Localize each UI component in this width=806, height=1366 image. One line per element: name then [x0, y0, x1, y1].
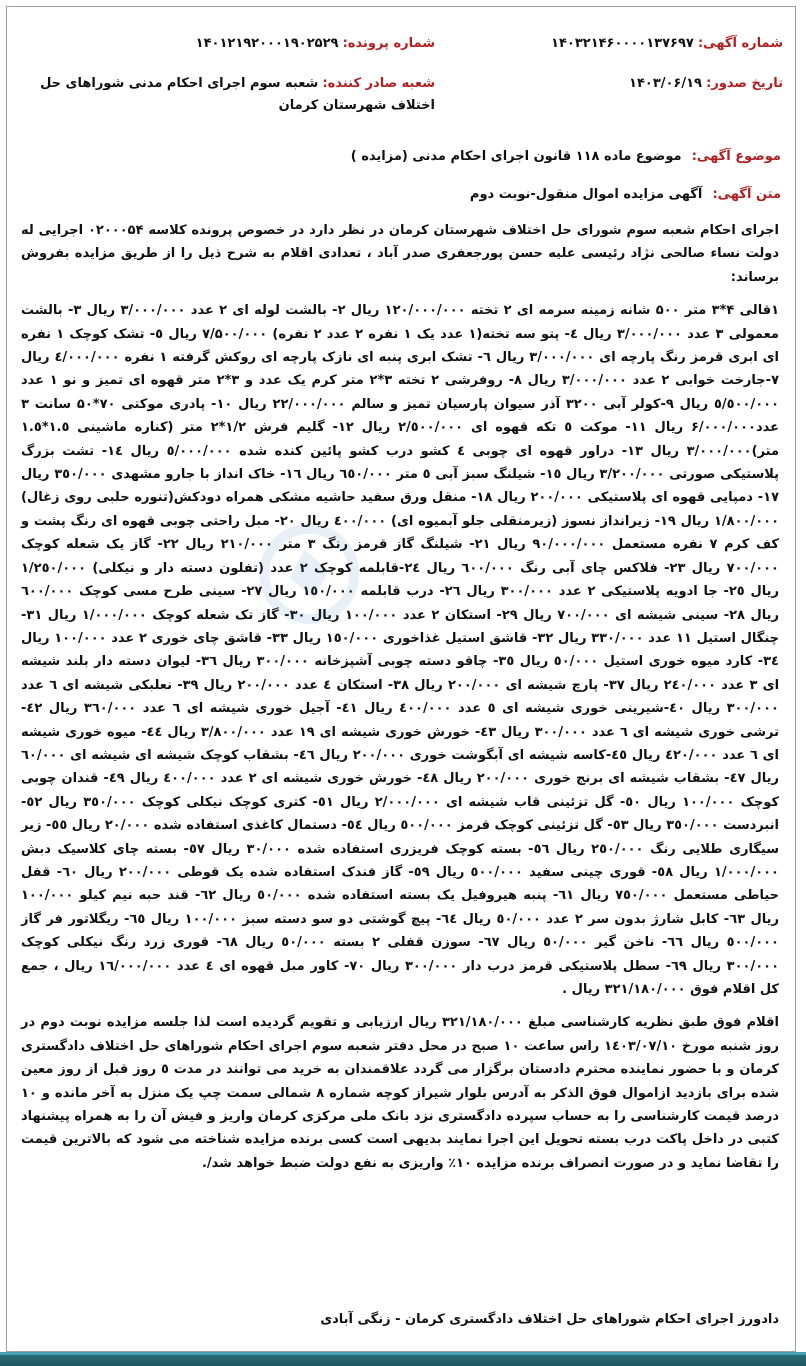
file-number-label: شماره پرونده: [342, 36, 435, 51]
file-number-value: ۱۴۰۱۲۱۹۲۰۰۰۱۹۰۲۵۲۹ [195, 36, 339, 51]
issuing-branch-value: شعبه سوم اجرای احکام مدنی شوراهای حل اختلاف شهرستان کرمان [40, 76, 435, 113]
issue-date [629, 73, 783, 95]
notice-subject-label: موضوع آگهی: [691, 149, 781, 164]
body-closing: اقلام فوق طبق نظریه کارشناسی مبلغ ۳۲۱/۱۸۰/۰۰۰ ریال ارزیابی و تقویم گردیده است لذا جلسه مزایده نوبت دوم در روز شنبه مورخ ۱٤۰۳/۰۷/۱۰ راس ساعت ۱۰ صبح در محل دفتر شعبه سوم اجرای احکام شوراهای حل اختلاف دادگستری کرمان و با حضور نماینده محترم دادستان برگزار می گردد علاقمندان به خرید می توانند در مدت ٥ روز قبل از روز معین شده برای بازدید ازاموال فوق الذکر به آدرس بلوار شیراز کوچه شماره ۸ شمالی سمت چپ یک منزل به آخر مانده و ۱۰ درصد قیمت کارشناسی را به حساب سپرده دادگستری نزد بانک ملی مرکزی کرمان واریز و فیش آن را به همراه پیشنهاد کتبی در داخل پاکت درب بسته تحویل این اجرا نمایند بدیهی است کسی برنده مزایده شناخته می شود که بالاترین قیمت را تقاضا نماید و در صورت انصراف برنده مزایده ۱۰٪ واریزی به نفع دولت ضبط خواهد شد/. [21, 1015, 780, 1171]
notice-text [21, 187, 781, 202]
notice-text-value: آگهی مزایده اموال منقول-نوبت دوم [469, 187, 703, 202]
notice-text-label: متن آگهی: [712, 187, 781, 202]
body-items-list: ۱قالی ۴*۳ متر ۵۰۰ شانه زمینه سرمه ای ۲ تخته ۱۲۰/۰۰۰/۰۰۰ ریال ۲- بالشت لوله ای ۲ عدد ۳/۰۰۰/۰۰۰ ریال ۳- بالشت معمولی ۳ عدد ۳/۰۰۰/۰۰۰ ریال ٤- پتو سه تخته(۱ عدد یک ۱ نفره ۲ عدد ۲ نفره) ۷/۵۰۰/۰۰۰ ریال ٥- تشک کوچک ۱ نفره ای ابری قرمز رنگ پارچه ای ۳/۰۰۰/۰۰۰ ریال ٦- تشک ابری پنبه ای نازک پارچه ای روکش گرفته ۱ نفره ٤/۰۰۰/۰۰۰ ریال ۷-جارخت خوابی ۲ عدد ۳/۰۰۰/۰۰۰ ریال ۸- روفرشی ۲ تخته ۳*۲ متر کرم یک عدد و ۳*۲ متر قهوه ای تمیز و نو ۱ عدد ٥/٥۰۰/۰۰۰ ریال ۹-کولر آبی ۳۲۰۰ آذر سیوان پارسیان تمیز و سالم ۲۲/۰۰۰/۰۰۰ ریال ۱۰- پادری موکتی ۷۰*۵۰ سانت ۳ عدد۶/۰۰۰/۰۰۰ ریال ۱۱- موکت ٥ تکه قهوه ای ۲/٥۰۰/۰۰۰ ریال ۱۲- گلیم فرش ۱/۲*۲ متر (کناره ماشینی ۱.٥*۱.٥ متر)۳/۰۰۰/۰۰۰ ریال ۱۳- دراور قهوه ای چوبی ٤ کشو درب کشو پائین کنده شده ٥/۰۰۰/۰۰۰ ریال ۱٤- تشت بزرگ پلاستیکی صورتی ۳/۲۰۰/۰۰۰ ریال ۱٥- شیلنگ سبز آبی ٥ متر ٦٥۰/۰۰۰ ریال ۱٦- خاک انداز با جارو مشهدی ۳٥۰/۰۰۰ ریال ۱۷- دمپایی قهوه ای پلاستیکی ۲۰۰/۰۰۰ ریال ۱۸- منقل ورق سفید حاشیه مشکی همراه دودکش(تنوره حلبی روی زغال) ۱/۸۰۰/۰۰۰ ریال ۱۹- زیرانداز نسوز (زیرمنقلی جلو آبمیوه ای) ٤۰۰/۰۰۰ ریال ۲۰- مبل راحتی چوبی قهوه ای رنگ پشت و کف کرم ۷ نفره مستعمل ۹۰/۰۰۰/۰۰۰ ریال ۲۱- شیلنگ گاز قرمز رنگ ۳ متر ۲۱۰/۰۰۰ ریال ۲۲- گاز یک شعله کوچک ۷۰۰/۰۰۰ ریال ۲۳- فلاکس چای آبی رنگ ٦۰۰/۰۰۰ ریال ۲٤-قابلمه کوچک ۲ عدد (تفلون دسته دار و نیکلی) ۱/۲٥۰/۰۰۰ ریال ۲٥- جا ادویه پلاستیکی ۲ عدد ۳۰۰/۰۰۰ ریال ۲٦- درب قابلمه ۱٥۰/۰۰۰ ریال ۲۷- سینی طرح مسی کوچک ٦۰۰/۰۰۰ ریال ۲۸- سینی شیشه ای ۷۰۰/۰۰۰ ریال ۲۹- استکان ۲ عدد ۱۰۰/۰۰۰ ریال ۳۰- گاز تک شعله کوچک ۱/۰۰۰/۰۰۰ ریال ۳۱- چنگال استیل ۱۱ عدد ۳۳۰/۰۰۰ ریال ۳۲- قاشق استیل غذاخوری ۱٥۰/۰۰۰ ریال ۳۳- قاشق چای خوری ۲ عدد ۱۰۰/۰۰۰ ریال ۳٤- کارد میوه خوری استیل ٥۰/۰۰۰ ریال ۳٥- چاقو دسته چوبی آشپزخانه ۳۰۰/۰۰۰ ریال ۳٦- لیوان دسته دار بلند شیشه ای ۳ عدد ۲٤۰/۰۰۰ ریال ۳۷- پارچ شیشه ای ۲۰۰/۰۰۰ ریال ۳۸- استکان ٤ عدد ۲۰۰/۰۰۰ ریال ۳۹- نعلبکی شیشه ای ٦ عدد ۳۰۰/۰۰۰ ریال ٤۰-شیرینی خوری شیشه ای ٥ عدد ٤۰۰/۰۰۰ ریال ٤۱- آجیل خوری شیشه ای ٦ عدد ۳٦۰/۰۰۰ ریال ٤۲- ترشی خوری شیشه ای ٦ عدد ۳۰۰/۰۰۰ ریال ٤۳- خورش خوری شیشه ای ۱۹ عدد ۳/۸۰۰/۰۰۰ ریال ٤٤- میوه خوری شیشه ای ٦ عدد ٤۲۰/۰۰۰ ریال ٤٥-کاسه شیشه ای آبگوشت خوری ۲۰۰/۰۰۰ ریال ٤٦- بشقاب کوچک شیشه ای شیشه ای ٦۰/۰۰۰ ریال ٤۷- بشقاب شیشه ای برنج خوری ۲۰۰/۰۰۰ ریال ٤۸- خورش خوری شیشه ای ۲ عدد ٤۰۰/۰۰۰ ریال ٤۹- قندان چوبی کوچک ۱۰۰/۰۰۰ ریال ٥۰- گل تزئینی قاب شیشه ای ۲/۰۰۰/۰۰۰ ریال ٥۱- کتری کوچک نیکلی کوچک ۳٥۰/۰۰۰ ریال ٥۲- انبردست ۳٥۰/۰۰۰ ریال ٥۳- گل تزئینی کوچک قرمز ٥۰۰/۰۰۰ ریال ٥٤- دستمال کاغذی استفاده شده ۲۰/۰۰۰ ریال ٥٥- زیر سیگاری طلایی رنگ ۲٥۰/۰۰۰ ریال ٥٦- بسته کوچک فریزری استفاده شده ۳۰/۰۰۰ ریال ٥۷- بسته چای کلاسیک دبش ۱/۰۰۰/۰۰۰ ریال ٥۸- قوری چینی سفید ٥۰۰/۰۰۰ ریال ٥۹- گاز فندک استفاده شده یک قوطی ۲۰۰/۰۰۰ ریال ٦۰- قفل حیاطی مستعمل ۷٥۰/۰۰۰ ریال ٦۱- پنبه هیروفیل یک بسته استفاده شده ٥۰/۰۰۰ ریال ٦۲- قند حبه نیم کیلو ۱۰۰/۰۰۰ ریال ٦۳- کابل شارژ بدون سر ۲ عدد ٥۰/۰۰۰ ریال ٦٤- پیچ گوشتی دو سو دسته سبز ۱۰۰/۰۰۰ ریال ٦٥- ریگلاتور فر گاز ٥۰۰/۰۰۰ ریال ٦٦- ناخن گیر ٥۰/۰۰۰ ریال ٦۷- سوزن قفلی ۲ بسته ٥۰/۰۰۰ ریال ٦۸- قوری زرد رنگ نیکلی کوچک ۳۰۰/۰۰۰ ریال ٦۹- سطل پلاستیکی قرمز درب دار ۳۰۰/۰۰۰ ریال ۷۰- کاور مبل قهوه ای ٤ عدد ۱٦/۰۰۰/۰۰۰ ریال ، جمع کل اقلام فوق ۳۲۱/۱۸۰/۰۰۰ ریال . [21, 303, 780, 997]
issuing-branch [25, 73, 435, 117]
notice-subject-value: موضوع ماده ۱۱۸ قانون اجرای احکام مدنی (مزایده ) [350, 149, 682, 164]
notice-subject [21, 149, 781, 164]
notice-page [6, 6, 796, 1352]
notice-number-label: شماره آگهی: [697, 36, 783, 51]
signature: دادورز اجرای احکام شوراهای حل اختلاف دادگستری کرمان - زنگی آبادی [320, 1312, 779, 1327]
issuing-branch-label: شعبه صادر کننده: [322, 76, 435, 91]
body-intro: اجرای احکام شعبه سوم شورای حل اختلاف شهرستان کرمان در نظر دارد در خصوص پرونده کلاسه ۰۲۰۰۰۵۴ اجرایی له دولت نساء صالحی نژاد رئیسی علیه حسن پورجعفری صدر آباد ، تعدادی اقلام به شرح ذیل را از طریق مزایده بفروش برساند: [21, 223, 779, 285]
notice-number-value: ۱۴۰۳۲۱۴۶۰۰۰۰۱۳۷۶۹۷ [551, 36, 694, 51]
issue-date-value: ۱۴۰۳/۰۶/۱۹ [629, 76, 702, 91]
issue-date-label: تاریخ صدور: [706, 76, 783, 91]
bottom-border-bar [0, 1352, 806, 1366]
file-number [196, 33, 435, 55]
notice-number [551, 33, 783, 55]
notice-header [7, 7, 795, 119]
notice-body [21, 219, 779, 1185]
